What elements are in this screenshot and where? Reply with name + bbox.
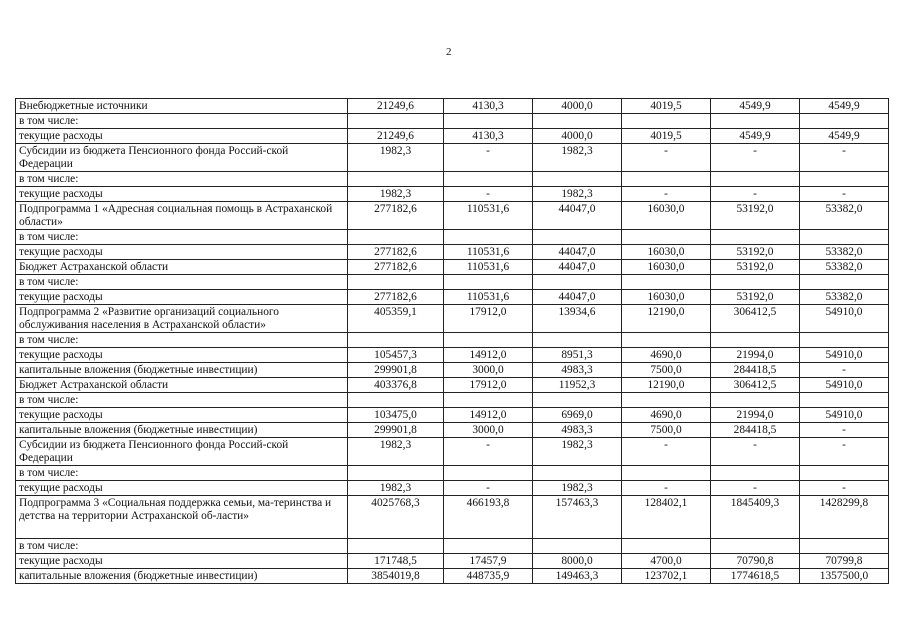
value-cell: - xyxy=(800,144,889,172)
value-cell: 4025768,3 xyxy=(348,496,444,539)
value-cell xyxy=(622,275,711,290)
value-cell: 1982,3 xyxy=(348,187,444,202)
value-cell: - xyxy=(444,481,533,496)
value-cell xyxy=(444,172,533,187)
value-cell: 466193,8 xyxy=(444,496,533,539)
value-cell xyxy=(711,114,800,129)
row-label: в том числе: xyxy=(16,172,348,187)
table-row xyxy=(16,144,889,172)
row-label: в том числе: xyxy=(16,333,348,348)
value-cell xyxy=(444,275,533,290)
value-cell: - xyxy=(622,481,711,496)
value-cell: - xyxy=(622,144,711,172)
value-cell xyxy=(622,230,711,245)
table-row xyxy=(16,275,889,290)
value-cell xyxy=(622,466,711,481)
value-cell: 306412,5 xyxy=(711,305,800,333)
value-cell: 4019,5 xyxy=(622,99,711,114)
value-cell: 110531,6 xyxy=(444,260,533,275)
value-cell xyxy=(622,172,711,187)
value-cell: 53382,0 xyxy=(800,260,889,275)
table-row xyxy=(16,202,889,230)
table-row xyxy=(16,496,889,539)
value-cell: 53192,0 xyxy=(711,245,800,260)
value-cell xyxy=(348,172,444,187)
value-cell: 70790,8 xyxy=(711,554,800,569)
row-label: текущие расходы xyxy=(16,245,348,260)
table-row xyxy=(16,348,889,363)
value-cell: - xyxy=(444,187,533,202)
value-cell: 16030,0 xyxy=(622,260,711,275)
value-cell: 21994,0 xyxy=(711,348,800,363)
row-label: капитальные вложения (бюджетные инвестиции) xyxy=(16,569,348,584)
value-cell: 4000,0 xyxy=(533,99,622,114)
value-cell: 171748,5 xyxy=(348,554,444,569)
value-cell xyxy=(348,393,444,408)
row-label: текущие расходы xyxy=(16,408,348,423)
value-cell: - xyxy=(711,481,800,496)
value-cell: 110531,6 xyxy=(444,245,533,260)
value-cell: 4549,9 xyxy=(800,129,889,144)
table-row xyxy=(16,569,889,584)
value-cell: 1982,3 xyxy=(348,481,444,496)
table-row xyxy=(16,466,889,481)
row-label: Внебюджетные источники xyxy=(16,99,348,114)
value-cell: 4019,5 xyxy=(622,129,711,144)
value-cell: 299901,8 xyxy=(348,423,444,438)
value-cell xyxy=(711,230,800,245)
value-cell: 1982,3 xyxy=(533,481,622,496)
table-row xyxy=(16,129,889,144)
row-label: Подпрограмма 2 «Развитие организаций социального обслуживания населения в Астраханской области» xyxy=(16,305,348,333)
value-cell: 13934,6 xyxy=(533,305,622,333)
value-cell: 17912,0 xyxy=(444,305,533,333)
value-cell xyxy=(444,393,533,408)
value-cell: 54910,0 xyxy=(800,378,889,393)
value-cell xyxy=(348,539,444,554)
value-cell: 4700,0 xyxy=(622,554,711,569)
row-label: в том числе: xyxy=(16,230,348,245)
row-label: текущие расходы xyxy=(16,554,348,569)
row-label: в том числе: xyxy=(16,393,348,408)
value-cell: 70799,8 xyxy=(800,554,889,569)
value-cell: 1357500,0 xyxy=(800,569,889,584)
row-label: в том числе: xyxy=(16,466,348,481)
value-cell: - xyxy=(444,144,533,172)
value-cell: 103475,0 xyxy=(348,408,444,423)
value-cell: 1982,3 xyxy=(533,438,622,466)
table-row xyxy=(16,305,889,333)
value-cell: 14912,0 xyxy=(444,408,533,423)
row-label: текущие расходы xyxy=(16,290,348,305)
table-row xyxy=(16,408,889,423)
value-cell: 157463,3 xyxy=(533,496,622,539)
value-cell: 53192,0 xyxy=(711,290,800,305)
value-cell: 53382,0 xyxy=(800,290,889,305)
value-cell xyxy=(711,539,800,554)
row-label: в том числе: xyxy=(16,275,348,290)
value-cell xyxy=(711,275,800,290)
value-cell xyxy=(444,466,533,481)
value-cell: 4130,3 xyxy=(444,129,533,144)
value-cell: 4690,0 xyxy=(622,348,711,363)
table-row xyxy=(16,114,889,129)
value-cell: 149463,3 xyxy=(533,569,622,584)
value-cell: - xyxy=(800,481,889,496)
table-row xyxy=(16,245,889,260)
value-cell: - xyxy=(622,187,711,202)
value-cell: 4549,9 xyxy=(711,99,800,114)
value-cell xyxy=(348,114,444,129)
value-cell xyxy=(800,466,889,481)
value-cell: 306412,5 xyxy=(711,378,800,393)
value-cell: 21249,6 xyxy=(348,99,444,114)
value-cell xyxy=(711,393,800,408)
value-cell: 54910,0 xyxy=(800,348,889,363)
row-label: Субсидии из бюджета Пенсионного фонда Россий-ской Федерации xyxy=(16,144,348,172)
value-cell: 1774618,5 xyxy=(711,569,800,584)
value-cell: 1982,3 xyxy=(348,438,444,466)
value-cell xyxy=(800,275,889,290)
value-cell xyxy=(444,539,533,554)
value-cell xyxy=(533,114,622,129)
value-cell: 3000,0 xyxy=(444,423,533,438)
value-cell: 4983,3 xyxy=(533,363,622,378)
value-cell: 16030,0 xyxy=(622,245,711,260)
value-cell: 21994,0 xyxy=(711,408,800,423)
row-label: Подпрограмма 1 «Адресная социальная помощь в Астраханской области» xyxy=(16,202,348,230)
value-cell: 110531,6 xyxy=(444,202,533,230)
value-cell: 3000,0 xyxy=(444,363,533,378)
value-cell xyxy=(800,230,889,245)
value-cell: 128402,1 xyxy=(622,496,711,539)
value-cell: 405359,1 xyxy=(348,305,444,333)
value-cell: 53192,0 xyxy=(711,202,800,230)
row-label: текущие расходы xyxy=(16,348,348,363)
value-cell: 6969,0 xyxy=(533,408,622,423)
value-cell: 44047,0 xyxy=(533,260,622,275)
value-cell: 44047,0 xyxy=(533,202,622,230)
value-cell: 1845409,3 xyxy=(711,496,800,539)
value-cell: 277182,6 xyxy=(348,290,444,305)
value-cell: 1982,3 xyxy=(533,187,622,202)
budget-table xyxy=(15,98,889,584)
value-cell: 8951,3 xyxy=(533,348,622,363)
value-cell: 53192,0 xyxy=(711,260,800,275)
value-cell xyxy=(800,172,889,187)
value-cell: 44047,0 xyxy=(533,290,622,305)
row-label: текущие расходы xyxy=(16,481,348,496)
value-cell xyxy=(533,393,622,408)
value-cell xyxy=(622,114,711,129)
value-cell xyxy=(800,393,889,408)
value-cell: - xyxy=(622,438,711,466)
value-cell xyxy=(533,275,622,290)
value-cell xyxy=(533,539,622,554)
value-cell: 4549,9 xyxy=(800,99,889,114)
value-cell: - xyxy=(711,144,800,172)
row-label: Бюджет Астраханской области xyxy=(16,378,348,393)
value-cell: 105457,3 xyxy=(348,348,444,363)
value-cell: 14912,0 xyxy=(444,348,533,363)
value-cell xyxy=(444,230,533,245)
value-cell: 4549,9 xyxy=(711,129,800,144)
table-row xyxy=(16,438,889,466)
value-cell xyxy=(444,114,533,129)
value-cell: 4983,3 xyxy=(533,423,622,438)
value-cell xyxy=(533,466,622,481)
value-cell: 3854019,8 xyxy=(348,569,444,584)
value-cell: 53382,0 xyxy=(800,202,889,230)
value-cell: 7500,0 xyxy=(622,363,711,378)
table-row xyxy=(16,172,889,187)
value-cell: 16030,0 xyxy=(622,202,711,230)
row-label: текущие расходы xyxy=(16,187,348,202)
value-cell: 4690,0 xyxy=(622,408,711,423)
value-cell xyxy=(711,172,800,187)
value-cell: 1982,3 xyxy=(348,144,444,172)
value-cell: 17457,9 xyxy=(444,554,533,569)
table-row xyxy=(16,378,889,393)
table-row xyxy=(16,99,889,114)
row-label: капитальные вложения (бюджетные инвестиции) xyxy=(16,363,348,378)
row-label: в том числе: xyxy=(16,539,348,554)
row-label: в том числе: xyxy=(16,114,348,129)
value-cell: 12190,0 xyxy=(622,378,711,393)
value-cell: 53382,0 xyxy=(800,245,889,260)
row-label: Бюджет Астраханской области xyxy=(16,260,348,275)
row-label: Субсидии из бюджета Пенсионного фонда Россий-ской Федерации xyxy=(16,438,348,466)
table-row xyxy=(16,481,889,496)
row-label: Подпрограмма 3 «Социальная поддержка семьи, ма-теринства и детства на территории Астраханской об-ласти» xyxy=(16,496,348,539)
value-cell: 54910,0 xyxy=(800,305,889,333)
value-cell: - xyxy=(800,363,889,378)
value-cell xyxy=(622,333,711,348)
value-cell: 17912,0 xyxy=(444,378,533,393)
value-cell: - xyxy=(711,438,800,466)
value-cell: 277182,6 xyxy=(348,245,444,260)
value-cell: 1428299,8 xyxy=(800,496,889,539)
value-cell: - xyxy=(711,187,800,202)
value-cell xyxy=(711,466,800,481)
table-row xyxy=(16,290,889,305)
value-cell: 277182,6 xyxy=(348,260,444,275)
value-cell xyxy=(800,114,889,129)
table-row xyxy=(16,260,889,275)
value-cell: 284418,5 xyxy=(711,363,800,378)
value-cell: - xyxy=(800,187,889,202)
value-cell xyxy=(348,466,444,481)
value-cell xyxy=(533,333,622,348)
value-cell xyxy=(800,539,889,554)
value-cell: 54910,0 xyxy=(800,408,889,423)
table-row xyxy=(16,363,889,378)
value-cell xyxy=(711,333,800,348)
value-cell: 123702,1 xyxy=(622,569,711,584)
value-cell xyxy=(622,539,711,554)
value-cell xyxy=(348,275,444,290)
row-label: текущие расходы xyxy=(16,129,348,144)
value-cell: 284418,5 xyxy=(711,423,800,438)
table-row xyxy=(16,554,889,569)
table-row xyxy=(16,539,889,554)
value-cell: 44047,0 xyxy=(533,245,622,260)
row-label: капитальные вложения (бюджетные инвестиции) xyxy=(16,423,348,438)
value-cell: 448735,9 xyxy=(444,569,533,584)
table-row xyxy=(16,423,889,438)
value-cell: 403376,8 xyxy=(348,378,444,393)
page-number: 2 xyxy=(446,46,452,58)
table-row xyxy=(16,333,889,348)
value-cell: 8000,0 xyxy=(533,554,622,569)
value-cell xyxy=(444,333,533,348)
value-cell: 1982,3 xyxy=(533,144,622,172)
value-cell: - xyxy=(800,438,889,466)
value-cell: 16030,0 xyxy=(622,290,711,305)
value-cell: 4130,3 xyxy=(444,99,533,114)
value-cell xyxy=(533,230,622,245)
value-cell: 110531,6 xyxy=(444,290,533,305)
value-cell xyxy=(800,333,889,348)
value-cell: 299901,8 xyxy=(348,363,444,378)
budget-table-body xyxy=(16,99,889,584)
value-cell: 7500,0 xyxy=(622,423,711,438)
value-cell: 11952,3 xyxy=(533,378,622,393)
value-cell xyxy=(622,393,711,408)
table-row xyxy=(16,393,889,408)
value-cell: - xyxy=(444,438,533,466)
value-cell xyxy=(533,172,622,187)
value-cell: 277182,6 xyxy=(348,202,444,230)
value-cell: 4000,0 xyxy=(533,129,622,144)
value-cell xyxy=(348,230,444,245)
value-cell: 12190,0 xyxy=(622,305,711,333)
table-row xyxy=(16,230,889,245)
table-row xyxy=(16,187,889,202)
value-cell: 21249,6 xyxy=(348,129,444,144)
value-cell: - xyxy=(800,423,889,438)
value-cell xyxy=(348,333,444,348)
